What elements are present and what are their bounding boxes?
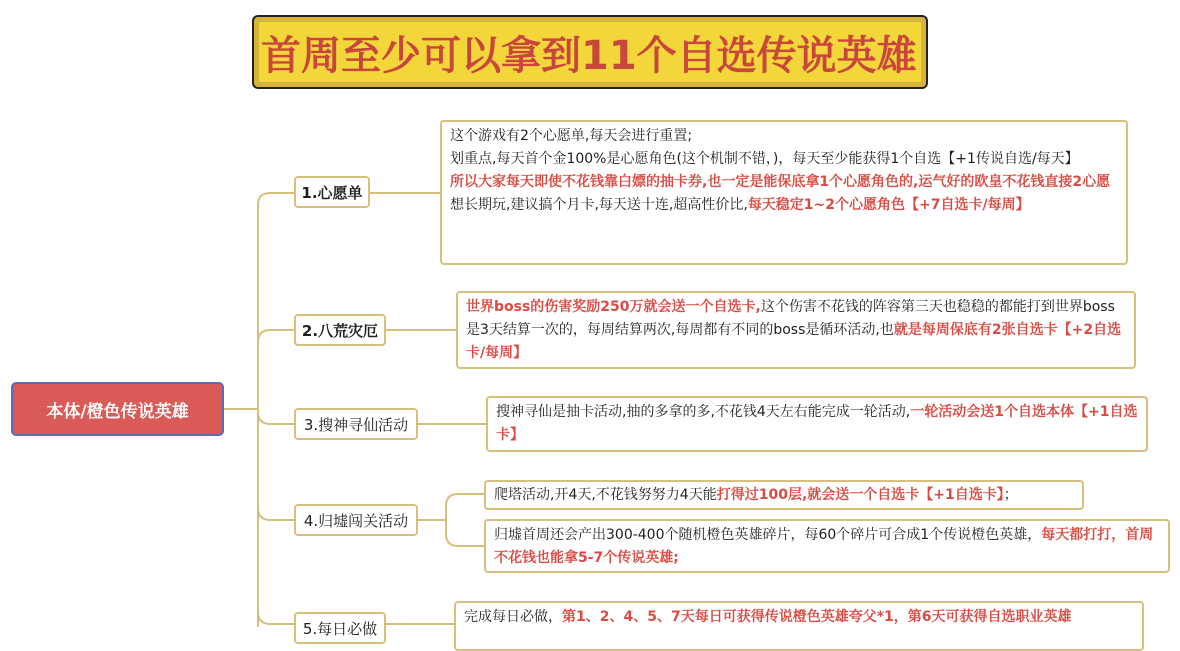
leaf-text-line: 划重点,每天首个金100%是心愿角色(这个机制不错，)，每天至少能获得1个自选【+1传说自选/每天】 [450,151,1079,167]
branch-5-connector [258,612,294,624]
leaf-text: 想长期玩,建议搞个月卡,每天送十连,超高性价比, [450,197,748,213]
leaf-text: ； [1003,487,1018,503]
branch-guixu: 4.归墟闯关活动 [294,504,418,536]
trunk-line [258,193,294,627]
branch-4-connector [258,508,294,520]
leaf-highlight-text: 每天稳定1~2个心愿角色【+7自选卡/每周】 [747,197,1030,213]
leaf-guixu-fragments [484,519,1170,573]
branch-bahuang: 2.八荒灾厄 [294,314,386,346]
leaf-highlight-text: 每天都打打，首周不花钱也能拿5-7个传说英雄; [494,527,1154,566]
leaf-guixu-tower [484,480,1084,510]
leaf-highlight-text: 打得过100层,就会送一个自选卡【+1自选卡】 [716,487,1004,503]
leaf-text: 爬塔活动,开4天,不花钱努努力4天能 [494,487,717,503]
leaf-text: 归墟首周还会产出300-400个随机橙色英雄碎片，每60个碎片可合成1个传说橙色英雄， [494,527,1042,543]
leaf-text-line [450,194,1118,217]
branch-soushen: 3.搜神寻仙活动 [294,408,418,440]
branch-wish-list: 1.心愿单 [294,176,370,208]
leaf-highlight-text: 一轮活动会送1个自选本体【+1自选卡】 [496,404,1138,443]
leaf-text: 搜神寻仙是抽卡活动,抽的多拿的多,不花钱4天左右能完成一轮活动, [496,404,911,420]
leaf-text: 完成每日必做， [464,609,562,625]
leaf-text-line: 这个游戏有2个心愿单,每天会进行重置; [450,128,693,144]
branch-2-connector [258,330,294,342]
leaf-wish-list [440,120,1128,265]
root-node: 本体/橙色传说英雄 [11,382,224,436]
branch-daily: 5.每日必做 [294,612,386,644]
page-title: 首周至少可以拿到11个自选传说英雄 [261,32,917,79]
leaf-highlight-text: 第1、2、4、5、7天每日可获得传说橙色英雄夸父*1，第6天可获得自选职业英雄 [562,609,1072,625]
branch-3-connector [258,412,294,424]
leaf-bahuang [456,291,1136,369]
leaf-text: 这个伤害不花钱的阵容第三天也稳稳的都能打到世界boss是3天结算一次的，每周结算两次,每周都有不同的boss是循环活动,也 [466,299,1115,338]
leaf-highlight-text: 就是每周保底有2张自选卡【+2自选卡/每周】 [466,322,1122,361]
leaf-daily [454,601,1144,651]
leaf-soushen [486,396,1148,452]
leaf-highlight-text: 所以大家每天即使不花钱靠白嫖的抽卡券,也一定是能保底拿1个心愿角色的,运气好的欧皇不花钱直接2心愿 [450,174,1111,190]
leaf-highlight-text: 世界boss的伤害奖励250万就会送一个自选卡, [466,299,761,315]
leaf-4-connector [418,494,484,546]
